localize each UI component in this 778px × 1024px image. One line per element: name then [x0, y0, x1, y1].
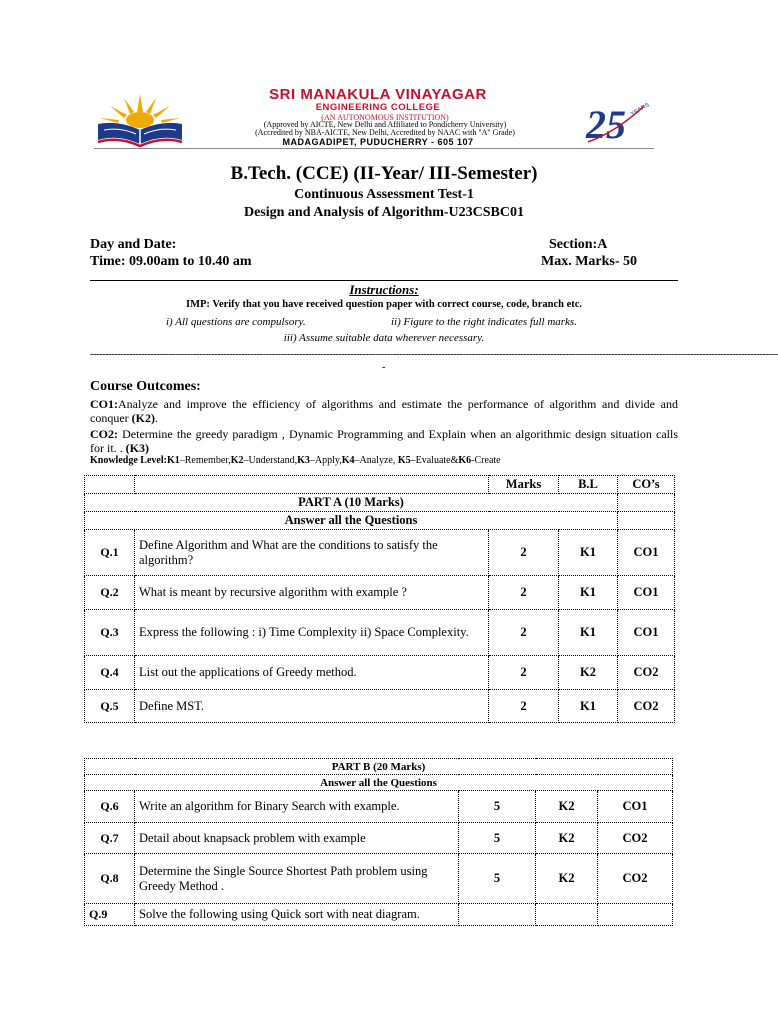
question-marks: 2 — [489, 530, 559, 576]
part-a-table — [84, 475, 675, 723]
course-title: Design and Analysis of Algorithm-U23CSBC01 — [243, 205, 525, 220]
college-name: SRI MANAKULA VINAYAGAR — [269, 86, 487, 103]
co1-end: . — [154, 411, 158, 425]
question-bl: K2 — [559, 656, 618, 690]
co2-label: CO2: — [90, 427, 118, 441]
question-marks — [459, 904, 536, 926]
question-marks: 2 — [489, 656, 559, 690]
co2-text: Determine the greedy paradigm , Dynamic Programming and Explain when an algorithmic design situation calls for it. . — [90, 427, 678, 455]
question-number: Q.1 — [85, 530, 135, 576]
instruction-2: ii) Figure to the right indicates full marks. — [391, 316, 577, 328]
kl-code: K6 — [458, 455, 472, 466]
question-number: Q.9 — [85, 904, 135, 926]
question-co: CO1 — [598, 791, 673, 823]
question-marks: 2 — [489, 690, 559, 723]
question-text: Solve the following using Quick sort with neat diagram. — [135, 904, 459, 926]
kl-desc: –Remember, — [179, 455, 231, 466]
question-text: List out the applications of Greedy method. — [135, 656, 489, 690]
question-marks: 5 — [459, 791, 536, 823]
knowledge-levels — [90, 455, 501, 466]
question-co: CO2 — [598, 823, 673, 854]
part-b-table — [84, 758, 673, 926]
question-bl: K1 — [559, 690, 618, 723]
marks-header: Marks — [489, 476, 559, 494]
table-row — [85, 823, 673, 854]
question-marks: 5 — [459, 823, 536, 854]
table-row — [85, 610, 675, 656]
question-co: CO2 — [618, 656, 675, 690]
question-bl: K1 — [559, 530, 618, 576]
question-co: CO1 — [618, 530, 675, 576]
co-header: CO’s — [618, 476, 675, 494]
kl-code: K5 — [397, 455, 411, 466]
instructions-heading: Instructions: — [349, 282, 419, 297]
question-marks: 2 — [489, 610, 559, 656]
kl-code: K2 — [230, 455, 244, 466]
section-label: Section:A — [549, 237, 608, 252]
question-number: Q.8 — [85, 854, 135, 904]
anniversary-label: YEARS — [630, 102, 651, 118]
college-logo-icon — [94, 90, 186, 148]
approval-line: (Approved by AICTE, New Delhi and Affiliated to Pondicherry University) — [263, 120, 507, 129]
question-text: Detail about knapsack problem with example — [135, 823, 459, 854]
co1-label: CO1: — [90, 397, 118, 411]
instructions-imp: IMP: Verify that you have received question paper with correct course, code, branch etc. — [185, 299, 583, 310]
co2-statement — [90, 427, 678, 455]
time-label: Time: 09.00am to 10.40 am — [90, 254, 252, 269]
meta-divider — [90, 280, 678, 281]
table-row — [85, 576, 675, 610]
co1-level: (K2) — [131, 411, 155, 425]
day-date-label: Day and Date: — [90, 237, 177, 252]
autonomous-line: (AN AUTONOMOUS INSTITUTION) — [321, 113, 449, 122]
part-b-title: PART B (20 Marks) — [85, 759, 673, 775]
table-header-row — [85, 476, 675, 494]
question-marks: 5 — [459, 854, 536, 904]
question-bl: K2 — [536, 791, 598, 823]
co1-statement — [90, 397, 678, 425]
question-number: Q.5 — [85, 690, 135, 723]
kl-desc: –Evaluate& — [410, 455, 459, 466]
question-text: Define Algorithm and What are the conditions to satisfy the algorithm? — [135, 530, 489, 576]
question-bl — [536, 904, 598, 926]
kl-desc: –Understand, — [243, 455, 298, 466]
table-row — [85, 791, 673, 823]
question-bl: K2 — [536, 854, 598, 904]
program-title: B.Tech. (CCE) (II-Year/ III-Semester) — [230, 163, 538, 184]
header-divider — [94, 148, 654, 149]
part-a-title: PART A (10 Marks) — [85, 494, 618, 512]
kl-desc: -Create — [471, 455, 501, 466]
question-marks: 2 — [489, 576, 559, 610]
co2-level: (K3) — [125, 441, 149, 455]
bl-header: B.L — [559, 476, 618, 494]
table-row — [85, 530, 675, 576]
anniversary-number: 25 — [586, 102, 626, 147]
dashed-separator-end: - — [382, 362, 386, 373]
max-marks-label: Max. Marks- 50 — [541, 254, 638, 269]
college-subtitle: ENGINEERING COLLEGE — [315, 102, 441, 113]
question-co: CO2 — [598, 854, 673, 904]
question-text: Determine the Single Source Shortest Path problem using Greedy Method . — [135, 854, 459, 904]
table-row — [85, 656, 675, 690]
test-name: Continuous Assessment Test-1 — [294, 187, 474, 202]
question-bl: K1 — [559, 610, 618, 656]
question-co — [598, 904, 673, 926]
college-address: MADAGADIPET, PUDUCHERRY - 605 107 — [282, 137, 474, 147]
instruction-3: iii) Assume suitable data wherever necessary. — [283, 332, 485, 344]
question-text: Define MST. — [135, 690, 489, 723]
kl-desc: –Analyze, — [354, 455, 398, 466]
question-bl: K1 — [559, 576, 618, 610]
instruction-1: i) All questions are compulsory. — [166, 316, 306, 328]
question-number: Q.7 — [85, 823, 135, 854]
kl-code: K4 — [341, 455, 355, 466]
question-number: Q.4 — [85, 656, 135, 690]
part-b-subtitle: Answer all the Questions — [85, 775, 673, 791]
question-co: CO1 — [618, 576, 675, 610]
co1-text: Analyze and improve the efficiency of algorithms and estimate the performance of algorithm and divide and conquer — [90, 397, 678, 425]
question-bl: K2 — [536, 823, 598, 854]
question-text: Express the following : i) Time Complexity ii) Space Complexity. — [135, 610, 489, 656]
table-row — [85, 854, 673, 904]
anniversary-logo-icon — [584, 98, 651, 147]
dashed-separator: ----------------------------------------------------------------------------------------------------------------------------------------------------------------------------------------------------------------------------------- — [90, 349, 778, 360]
accreditation-line: (Accredited by NBA-AICTE, New Delhi, Accredited by NAAC with "A" Grade) — [255, 128, 515, 137]
question-number: Q.3 — [85, 610, 135, 656]
kl-desc: –Apply, — [309, 455, 342, 466]
question-text: What is meant by recursive algorithm with example ? — [135, 576, 489, 610]
kl-code: K1 — [166, 455, 180, 466]
table-row — [85, 904, 673, 926]
question-co: CO2 — [618, 690, 675, 723]
table-row — [85, 690, 675, 723]
question-text: Write an algorithm for Binary Search with example. — [135, 791, 459, 823]
knowledge-level-label: Knowledge Level: — [90, 455, 167, 466]
course-outcomes-heading: Course Outcomes: — [90, 379, 201, 394]
question-number: Q.6 — [85, 791, 135, 823]
question-co: CO1 — [618, 610, 675, 656]
question-number: Q.2 — [85, 576, 135, 610]
part-a-subtitle: Answer all the Questions — [85, 512, 618, 530]
kl-code: K3 — [297, 455, 310, 466]
